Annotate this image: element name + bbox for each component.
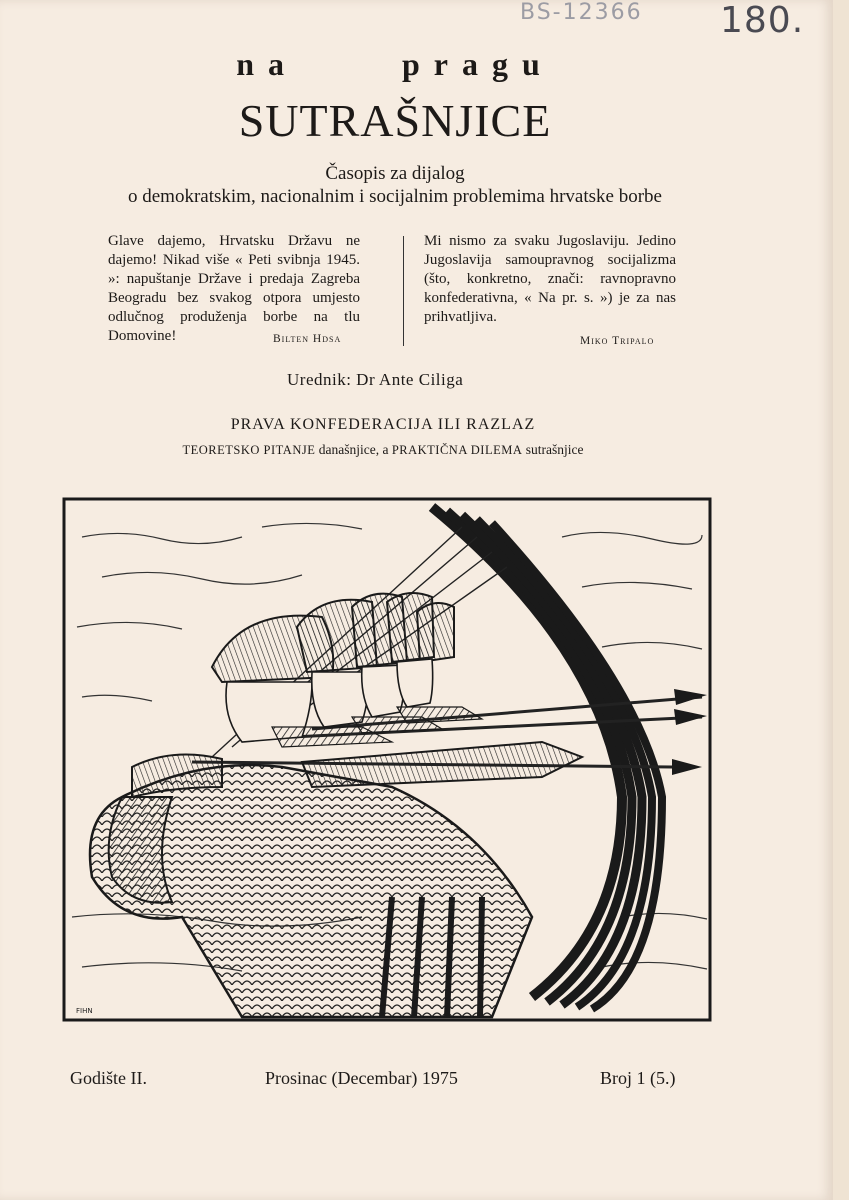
quote-right-source: Miko Tripalo bbox=[580, 335, 655, 347]
title-big: SUTRAŠNJICE bbox=[238, 95, 552, 146]
title-word-pragu: pragu bbox=[402, 46, 554, 82]
issue-number: Broj 1 (5.) bbox=[600, 1068, 676, 1088]
headline-sub-part3: PRAKTIČNA DILEMA bbox=[391, 443, 523, 457]
subtitle-line-2: o demokratskim, nacionalnim i socijalnim problemima hrvatske borbe bbox=[128, 186, 662, 207]
column-divider bbox=[403, 236, 404, 346]
shelfmark-handwriting: BS-12366 bbox=[520, 0, 643, 25]
quote-left-source: Bilten Hdsa bbox=[273, 333, 342, 345]
catalog-number-handwriting: 180. bbox=[720, 0, 805, 41]
headline-sub-part4: sutrašnjice bbox=[522, 442, 584, 457]
quote-right: Mi nismo za svaku Jugoslaviju. Jedino Jugoslavija samoupravnog socijalizma (što, konkretno, znači: ravnopravno konfederativna, « Na pr. s. ») je za nas prihvatljiva. bbox=[424, 233, 676, 325]
archers-woodcut-illustration bbox=[62, 497, 712, 1022]
headline-sub-part2: današnjice, a bbox=[315, 442, 392, 457]
volume-label: Godište II. bbox=[70, 1068, 147, 1088]
headline: PRAVA KONFEDERACIJA ILI RAZLAZ bbox=[230, 416, 536, 433]
subtitle-line-1: Časopis za dijalog bbox=[325, 163, 465, 184]
title-word-na: na bbox=[236, 46, 298, 82]
headline-subtitle bbox=[0, 442, 766, 458]
illustration-signature: FIHN bbox=[76, 1007, 93, 1015]
issue-date: Prosinac (Decembar) 1975 bbox=[265, 1068, 458, 1088]
quote-left: Glave dajemo, Hrvatsku Državu ne dajemo! Nikad više « Peti svibnja 1945. »: napuštanje Države i predaja Zagreba Beogradu bez svakog otpora umjesto odlučnog produženja borbe na tlu Domovine! bbox=[108, 233, 360, 344]
page-edge bbox=[833, 0, 849, 1200]
editor-line: Urednik: Dr Ante Ciliga bbox=[287, 370, 464, 389]
headline-sub-part1: TEORETSKO PITANJE bbox=[182, 443, 316, 457]
title-small bbox=[0, 46, 790, 83]
